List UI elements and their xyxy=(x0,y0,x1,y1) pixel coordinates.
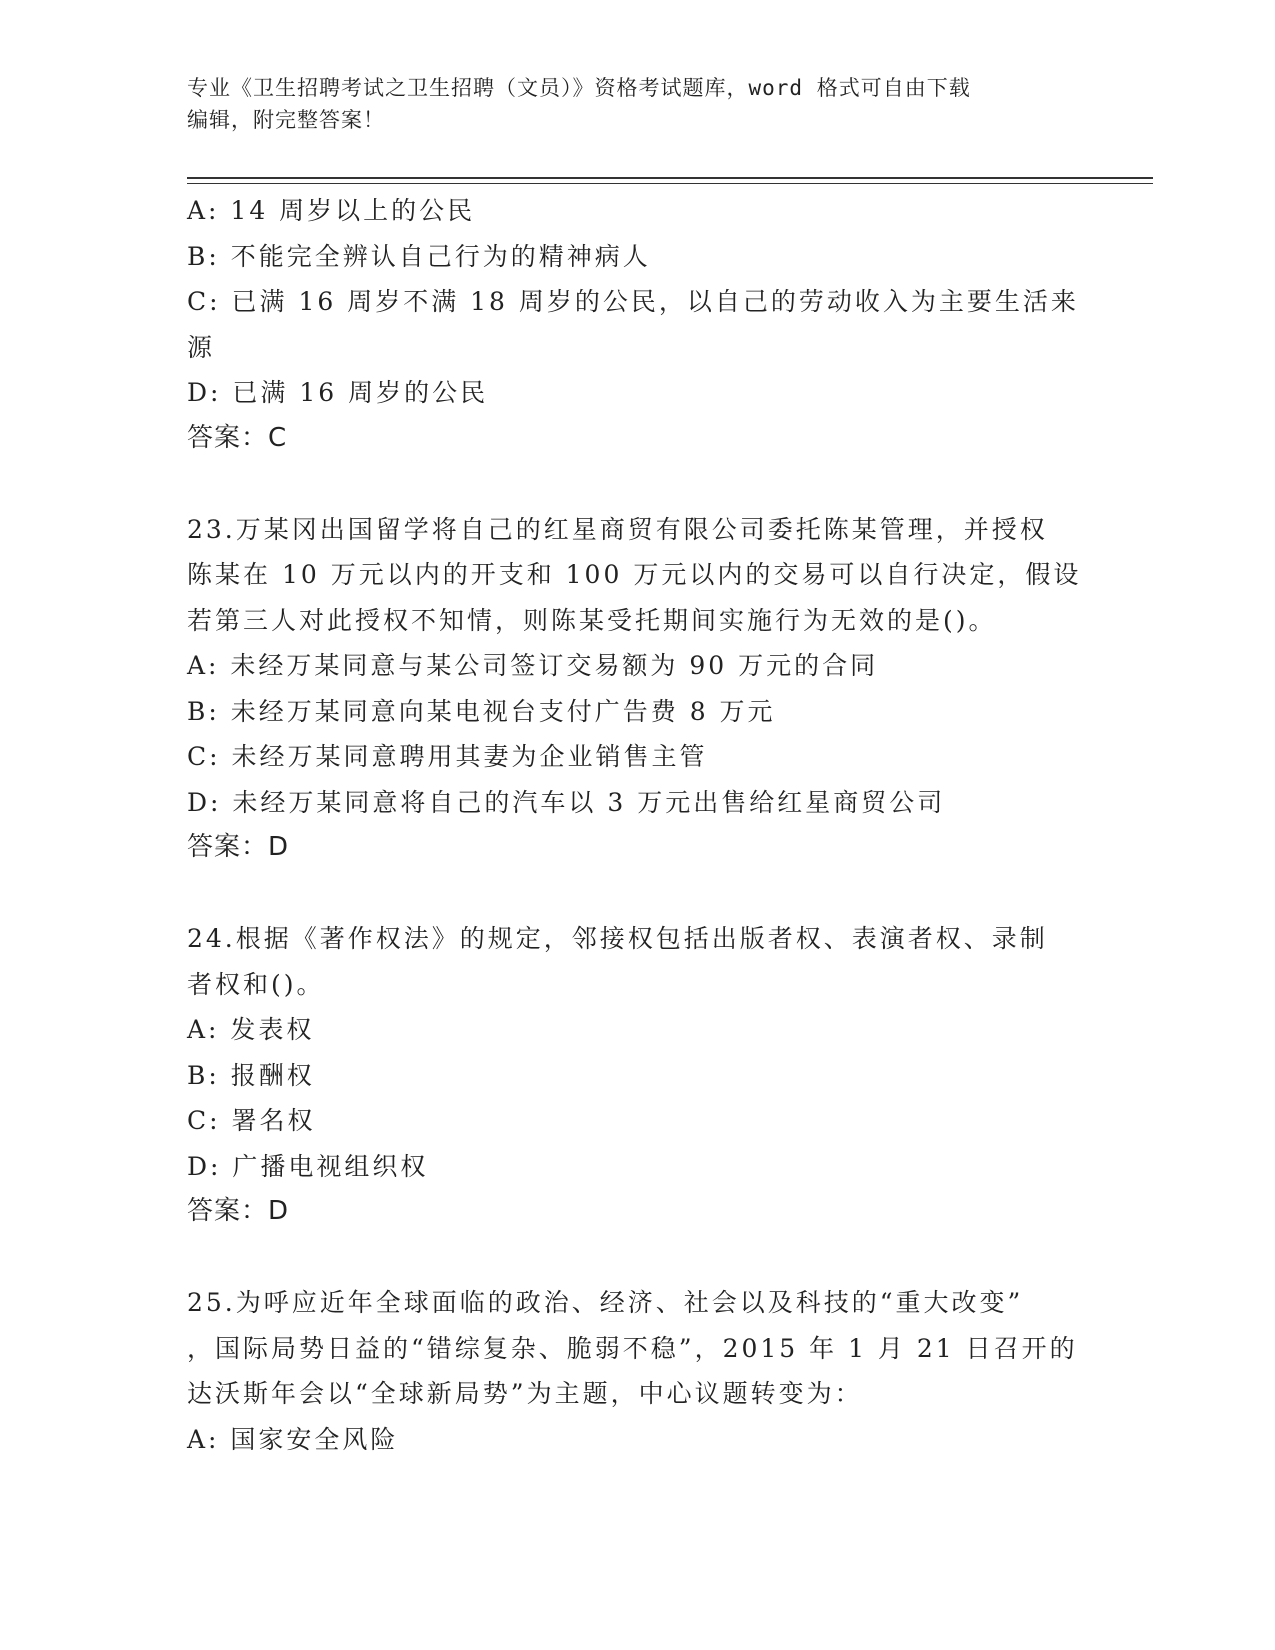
option-d: D: 广播电视组织权 xyxy=(187,1151,429,1181)
question-stem-line-1: 24.根据《著作权法》的规定，邻接权包括出版者权、表演者权、录制 xyxy=(187,924,1048,953)
question-list xyxy=(187,188,1087,1462)
option-b: B: 报酬权 xyxy=(187,1060,315,1090)
header-line-1: 专业《卫生招聘考试之卫生招聘（文员）》资格考试题库，word 格式可自由下载 xyxy=(187,76,971,100)
answer: 答案：D xyxy=(187,1196,290,1226)
option-a: A: 14 周岁以上的公民 xyxy=(187,196,476,225)
spacer xyxy=(187,871,1087,917)
question-stem-line-1: 25.为呼应近年全球面临的政治、经济、社会以及科技的“重大改变” xyxy=(187,1288,1024,1317)
document-header xyxy=(187,72,1087,136)
option-a: A: 国家安全风险 xyxy=(187,1424,399,1454)
question-stem-line-2: 者权和()。 xyxy=(187,969,325,999)
option-c-line-2: 源 xyxy=(187,332,216,362)
spacer xyxy=(187,461,1087,507)
header-rule-thin xyxy=(187,183,1153,184)
question-stem-line-2: ，国际局势日益的“错综复杂、脆弱不稳”，2015 年 1 月 21 日召开的 xyxy=(187,1333,1078,1363)
option-b: B: 不能完全辨认自己行为的精神病人 xyxy=(187,241,651,271)
header-rule-thick xyxy=(187,177,1153,179)
answer: 答案：D xyxy=(187,832,290,862)
answer: 答案：C xyxy=(187,422,288,453)
option-d: D: 已满 16 周岁的公民 xyxy=(187,378,489,407)
question-24 xyxy=(187,916,1087,1235)
option-c: C: 署名权 xyxy=(187,1106,316,1135)
header-line-2: 编辑，附完整答案！ xyxy=(187,108,385,132)
option-b: B: 未经万某同意向某电视台支付广告费 8 万元 xyxy=(187,696,776,726)
option-a: A: 发表权 xyxy=(187,1015,315,1044)
option-a: A: 未经万某同意与某公司签订交易额为 90 万元的合同 xyxy=(187,651,879,680)
question-stem-line-3: 若第三人对此授权不知情，则陈某受托期间实施行为无效的是()。 xyxy=(187,605,997,635)
option-c-line-1: C: 已满 16 周岁不满 18 周岁的公民，以自己的劳动收入为主要生活来 xyxy=(187,287,1079,316)
option-c: C: 未经万某同意聘用其妻为企业销售主管 xyxy=(187,742,708,771)
question-25 xyxy=(187,1280,1087,1462)
question-stem-line-2: 陈某在 10 万元以内的开支和 100 万元以内的交易可以自行决定，假设 xyxy=(187,560,1082,589)
spacer xyxy=(187,1235,1087,1281)
question-23 xyxy=(187,507,1087,871)
question-stem-line-3: 达沃斯年会以“全球新局势”为主题，中心议题转变为： xyxy=(187,1379,863,1408)
option-d: D: 未经万某同意将自己的汽车以 3 万元出售给红星商贸公司 xyxy=(187,787,946,817)
question-22 xyxy=(187,188,1087,461)
question-stem-line-1: 23.万某冈出国留学将自己的红星商贸有限公司委托陈某管理，并授权 xyxy=(187,514,1048,544)
